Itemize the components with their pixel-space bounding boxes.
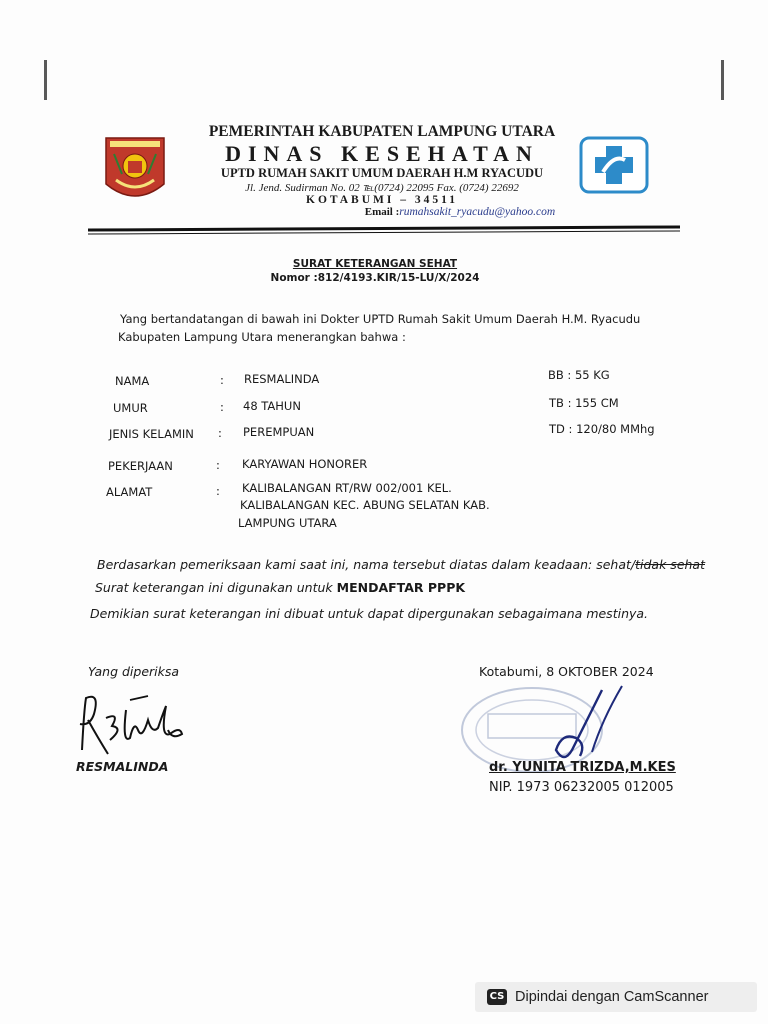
exam-statement-prefix: Berdasarkan pemeriksaan kami saat ini, nama tersebut diatas dalam keadaan: sehat/ [97,557,636,572]
address-label: ALAMAT [106,485,153,499]
age-label: UMUR [113,401,148,415]
closing-statement: Demikian surat keterangan ini dibuat untuk dapat dipergunakan sebagaimana mestinya. [90,606,649,621]
hospital-cross-logo [579,136,649,194]
intro-line-1: Yang bertandatangan di bawah ini Dokter UPTD Rumah Sakit Umum Daerah H.M. Ryacudu [120,312,641,326]
regency-emblem-logo [104,134,166,208]
job-colon: : [216,458,220,472]
weight-value: BB : 55 KG [548,368,610,382]
address-line-2: KALIBALANGAN KEC. ABUNG SELATAN KAB. [240,498,490,512]
letterhead-address: Jl. Jend. Sudirman No. 02 ℡(0724) 22095 Fax. (0724) 22692 [245,182,519,194]
job-value: KARYAWAN HONORER [242,457,368,471]
patient-signature [72,690,197,760]
name-colon: : [220,373,224,387]
name-label: NAMA [115,374,150,388]
camscanner-text: Dipindai dengan CamScanner [515,989,709,1005]
letterhead-government: PEMERINTAH KABUPATEN LAMPUNG UTARA [208,123,556,140]
letterhead-department: DINAS KESEHATAN [225,141,539,166]
address-colon: : [216,484,220,498]
purpose-statement [95,580,465,595]
scan-edge-mark-left [44,60,47,100]
email-value: rumahsakit_ryacudu@yahoo.com [399,206,556,218]
scan-edge-mark-right [721,60,724,100]
examined-label: Yang diperiksa [88,664,180,679]
letterhead-email [182,206,582,218]
age-value: 48 TAHUN [243,399,301,413]
document-title: SURAT KETERANGAN SEHAT [292,258,458,270]
age-colon: : [220,400,224,414]
gender-colon: : [218,426,222,440]
letterhead-hospital: UPTD RUMAH SAKIT UMUM DAERAH H.M RYACUDU [220,166,544,180]
camscanner-icon: CS [487,989,507,1005]
place-date: Kotabumi, 8 OKTOBER 2024 [479,664,654,679]
purpose-prefix: Surat keterangan ini digunakan untuk [95,580,333,595]
job-label: PEKERJAAN [108,459,173,473]
email-label: Email : [364,206,400,218]
exam-statement [97,557,705,572]
height-value: TB : 155 CM [549,396,619,410]
doctor-name: dr. YUNITA TRIZDA,M.KES [489,760,676,775]
blood-pressure-value: TD : 120/80 MMhg [549,422,655,436]
camscanner-watermark [475,982,757,1012]
name-value: RESMALINDA [244,372,320,386]
exam-statement-struck: tidak sehat [635,557,705,572]
document-number: Nomor :812/4193.KIR/15-LU/X/2024 [270,272,480,284]
purpose-value: MENDAFTAR PPPK [336,580,466,595]
doctor-nip: NIP. 1973 06232005 012005 [489,780,674,795]
address-line-3: LAMPUNG UTARA [238,516,337,530]
letterhead-city: KOTABUMI – 34511 [306,194,458,206]
gender-value: PEREMPUAN [243,425,315,439]
gender-label: JENIS KELAMIN [109,427,194,441]
intro-line-2: Kabupaten Lampung Utara menerangkan bahwa : [118,330,406,344]
examined-name: RESMALINDA [76,759,169,774]
address-line-1: KALIBALANGAN RT/RW 002/001 KEL. [242,481,452,495]
